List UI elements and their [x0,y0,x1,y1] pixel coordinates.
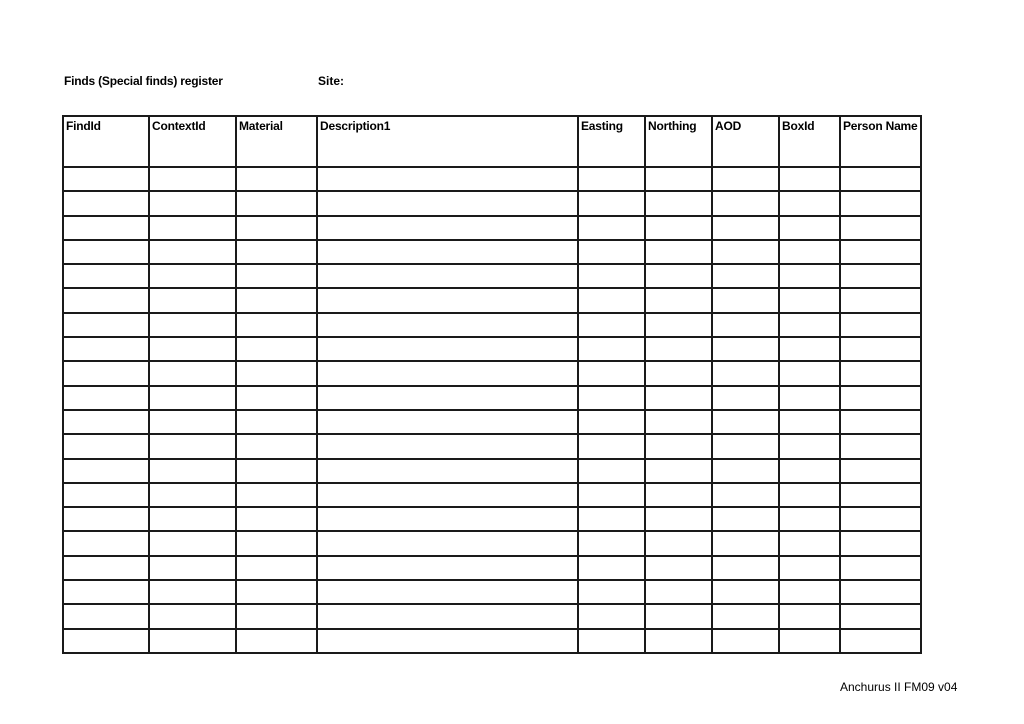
cell-person-name[interactable] [840,434,921,458]
cell-boxid[interactable] [779,240,840,264]
cell-contextid[interactable] [149,264,236,288]
cell-contextid[interactable] [149,216,236,240]
table-row [63,531,921,555]
cell-aod[interactable] [712,531,779,555]
column-header-description1: Description1 [317,116,578,167]
cell-person-name[interactable] [840,410,921,434]
table-row [63,216,921,240]
cell-material[interactable] [236,410,317,434]
table-row [63,556,921,580]
cell-boxid[interactable] [779,191,840,215]
cell-material[interactable] [236,240,317,264]
cell-easting[interactable] [578,434,645,458]
cell-aod[interactable] [712,167,779,191]
cell-boxid[interactable] [779,313,840,337]
cell-material[interactable] [236,604,317,628]
table-row [63,288,921,312]
cell-contextid[interactable] [149,386,236,410]
cell-boxid[interactable] [779,264,840,288]
cell-northing[interactable] [645,216,712,240]
cell-boxid[interactable] [779,459,840,483]
cell-boxid[interactable] [779,216,840,240]
register-body [63,167,921,653]
cell-description1[interactable] [317,264,578,288]
cell-northing[interactable] [645,410,712,434]
column-header-boxid: BoxId [779,116,840,167]
cell-boxid[interactable] [779,507,840,531]
cell-material[interactable] [236,507,317,531]
cell-description1[interactable] [317,629,578,653]
table-row [63,580,921,604]
table-row [63,410,921,434]
cell-northing[interactable] [645,313,712,337]
cell-description1[interactable] [317,167,578,191]
cell-northing[interactable] [645,483,712,507]
cell-aod[interactable] [712,288,779,312]
cell-findid[interactable] [63,410,149,434]
cell-contextid[interactable] [149,580,236,604]
cell-description1[interactable] [317,580,578,604]
cell-description1[interactable] [317,337,578,361]
cell-material[interactable] [236,556,317,580]
cell-description1[interactable] [317,507,578,531]
cell-findid[interactable] [63,361,149,385]
cell-aod[interactable] [712,361,779,385]
column-header-contextid: ContextId [149,116,236,167]
cell-easting[interactable] [578,167,645,191]
table-row [63,361,921,385]
cell-description1[interactable] [317,240,578,264]
page-title: Finds (Special finds) register [64,74,223,88]
cell-contextid[interactable] [149,531,236,555]
cell-material[interactable] [236,167,317,191]
cell-description1[interactable] [317,531,578,555]
cell-findid[interactable] [63,191,149,215]
cell-contextid[interactable] [149,629,236,653]
table-row [63,434,921,458]
column-header-person-name: Person Name [840,116,921,167]
cell-northing[interactable] [645,604,712,628]
cell-boxid[interactable] [779,604,840,628]
cell-material[interactable] [236,531,317,555]
cell-northing[interactable] [645,167,712,191]
column-header-northing: Northing [645,116,712,167]
cell-northing[interactable] [645,580,712,604]
cell-description1[interactable] [317,556,578,580]
cell-contextid[interactable] [149,507,236,531]
table-row [63,507,921,531]
cell-easting[interactable] [578,264,645,288]
cell-easting[interactable] [578,240,645,264]
table-row [63,264,921,288]
cell-contextid[interactable] [149,604,236,628]
cell-boxid[interactable] [779,556,840,580]
cell-northing[interactable] [645,531,712,555]
cell-findid[interactable] [63,434,149,458]
cell-contextid[interactable] [149,313,236,337]
table-row [63,167,921,191]
cell-northing[interactable] [645,629,712,653]
cell-boxid[interactable] [779,531,840,555]
cell-findid[interactable] [63,167,149,191]
cell-easting[interactable] [578,531,645,555]
cell-description1[interactable] [317,288,578,312]
cell-contextid[interactable] [149,556,236,580]
cell-material[interactable] [236,580,317,604]
cell-northing[interactable] [645,191,712,215]
cell-person-name[interactable] [840,629,921,653]
cell-person-name[interactable] [840,167,921,191]
table-row [63,604,921,628]
cell-aod[interactable] [712,580,779,604]
cell-contextid[interactable] [149,337,236,361]
table-row [63,313,921,337]
table-row [63,459,921,483]
form-id-footer: Anchurus II FM09 v04 [840,680,958,694]
cell-material[interactable] [236,288,317,312]
cell-material[interactable] [236,191,317,215]
cell-person-name[interactable] [840,361,921,385]
cell-easting[interactable] [578,580,645,604]
cell-boxid[interactable] [779,167,840,191]
cell-material[interactable] [236,216,317,240]
cell-person-name[interactable] [840,386,921,410]
cell-aod[interactable] [712,240,779,264]
cell-description1[interactable] [317,434,578,458]
cell-northing[interactable] [645,386,712,410]
cell-findid[interactable] [63,459,149,483]
cell-findid[interactable] [63,288,149,312]
cell-contextid[interactable] [149,167,236,191]
cell-description1[interactable] [317,483,578,507]
cell-material[interactable] [236,629,317,653]
cell-northing[interactable] [645,337,712,361]
table-row [63,191,921,215]
cell-description1[interactable] [317,410,578,434]
cell-aod[interactable] [712,216,779,240]
header-row [63,116,921,167]
cell-aod[interactable] [712,629,779,653]
column-header-aod: AOD [712,116,779,167]
cell-material[interactable] [236,459,317,483]
cell-person-name[interactable] [840,240,921,264]
cell-easting[interactable] [578,313,645,337]
cell-contextid[interactable] [149,410,236,434]
cell-aod[interactable] [712,459,779,483]
cell-aod[interactable] [712,264,779,288]
cell-person-name[interactable] [840,604,921,628]
table-row [63,629,921,653]
cell-findid[interactable] [63,386,149,410]
cell-easting[interactable] [578,459,645,483]
cell-description1[interactable] [317,191,578,215]
cell-aod[interactable] [712,507,779,531]
cell-boxid[interactable] [779,337,840,361]
cell-northing[interactable] [645,507,712,531]
cell-aod[interactable] [712,191,779,215]
cell-person-name[interactable] [840,288,921,312]
cell-findid[interactable] [63,216,149,240]
cell-northing[interactable] [645,240,712,264]
cell-person-name[interactable] [840,507,921,531]
cell-easting[interactable] [578,410,645,434]
cell-findid[interactable] [63,313,149,337]
cell-findid[interactable] [63,604,149,628]
cell-findid[interactable] [63,483,149,507]
table-row [63,337,921,361]
cell-easting[interactable] [578,288,645,312]
cell-person-name[interactable] [840,556,921,580]
column-header-material: Material [236,116,317,167]
cell-findid[interactable] [63,507,149,531]
cell-contextid[interactable] [149,288,236,312]
cell-aod[interactable] [712,313,779,337]
cell-aod[interactable] [712,337,779,361]
cell-boxid[interactable] [779,483,840,507]
cell-person-name[interactable] [840,337,921,361]
cell-boxid[interactable] [779,386,840,410]
cell-material[interactable] [236,483,317,507]
site-label: Site: [318,74,345,88]
cell-contextid[interactable] [149,240,236,264]
cell-description1[interactable] [317,313,578,337]
cell-description1[interactable] [317,386,578,410]
cell-aod[interactable] [712,410,779,434]
cell-description1[interactable] [317,361,578,385]
cell-easting[interactable] [578,386,645,410]
cell-material[interactable] [236,434,317,458]
cell-contextid[interactable] [149,434,236,458]
table-row [63,386,921,410]
cell-northing[interactable] [645,288,712,312]
cell-findid[interactable] [63,556,149,580]
cell-findid[interactable] [63,240,149,264]
cell-aod[interactable] [712,556,779,580]
cell-person-name[interactable] [840,191,921,215]
cell-findid[interactable] [63,337,149,361]
table-row [63,483,921,507]
cell-easting[interactable] [578,216,645,240]
cell-material[interactable] [236,361,317,385]
cell-easting[interactable] [578,507,645,531]
cell-easting[interactable] [578,629,645,653]
cell-contextid[interactable] [149,361,236,385]
cell-person-name[interactable] [840,459,921,483]
cell-boxid[interactable] [779,629,840,653]
cell-aod[interactable] [712,386,779,410]
cell-boxid[interactable] [779,580,840,604]
cell-contextid[interactable] [149,191,236,215]
cell-easting[interactable] [578,556,645,580]
cell-easting[interactable] [578,604,645,628]
cell-aod[interactable] [712,483,779,507]
cell-findid[interactable] [63,531,149,555]
cell-contextid[interactable] [149,483,236,507]
finds-register-table [62,115,922,654]
cell-northing[interactable] [645,361,712,385]
table-row [63,240,921,264]
cell-person-name[interactable] [840,531,921,555]
cell-boxid[interactable] [779,361,840,385]
cell-findid[interactable] [63,264,149,288]
cell-description1[interactable] [317,216,578,240]
cell-northing[interactable] [645,556,712,580]
cell-northing[interactable] [645,434,712,458]
cell-person-name[interactable] [840,313,921,337]
cell-person-name[interactable] [840,580,921,604]
cell-northing[interactable] [645,459,712,483]
cell-material[interactable] [236,313,317,337]
cell-easting[interactable] [578,361,645,385]
cell-aod[interactable] [712,434,779,458]
cell-easting[interactable] [578,483,645,507]
cell-material[interactable] [236,386,317,410]
cell-contextid[interactable] [149,459,236,483]
cell-northing[interactable] [645,264,712,288]
cell-boxid[interactable] [779,288,840,312]
cell-person-name[interactable] [840,483,921,507]
cell-material[interactable] [236,264,317,288]
cell-easting[interactable] [578,337,645,361]
cell-material[interactable] [236,337,317,361]
cell-boxid[interactable] [779,434,840,458]
cell-description1[interactable] [317,459,578,483]
cell-person-name[interactable] [840,264,921,288]
cell-aod[interactable] [712,604,779,628]
cell-boxid[interactable] [779,410,840,434]
cell-person-name[interactable] [840,216,921,240]
cell-findid[interactable] [63,629,149,653]
cell-description1[interactable] [317,604,578,628]
cell-findid[interactable] [63,580,149,604]
cell-easting[interactable] [578,191,645,215]
column-header-easting: Easting [578,116,645,167]
column-header-findid: FindId [63,116,149,167]
